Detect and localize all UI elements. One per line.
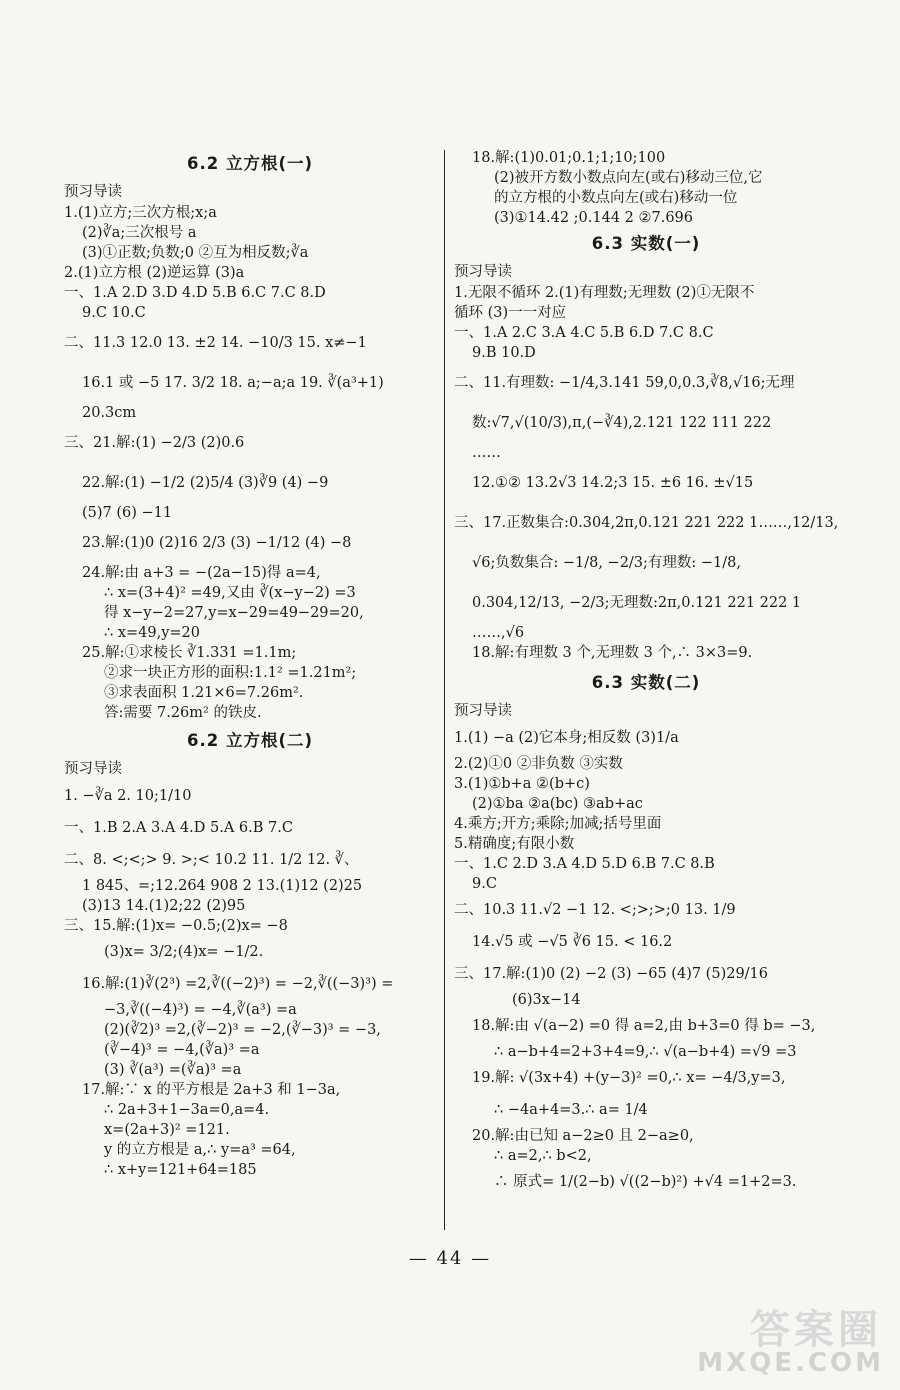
answer-line: ∴ −4a+4=3.∴ a= 1/4 [494,1102,648,1118]
answer-line: 9.B 10.D [472,345,536,361]
answer-line: …… [472,445,501,461]
answer-line: 数:√7,√(10/3),π,(−∛4),2.121 122 111 222 [472,415,772,431]
answer-line: (∛−4)³ = −4,(∛a)³ =a [104,1042,260,1058]
answer-line: 4.乘方;开方;乘除;加减;括号里面 [454,816,662,832]
answer-line: 三、17.正数集合:0.304,2π,0.121 221 222 1……,12/13, [454,515,839,531]
answer-line: 25.解:①求棱长 ∛1.331 =1.1m; [82,645,297,661]
answer-line: 1. −∛a 2. 10;1/10 [64,788,192,804]
answer-line: √6;负数集合: −1/8, −2/3;有理数: −1/8, [472,555,742,571]
answer-line: 5.精确度;有限小数 [454,836,575,852]
answer-line: ∴ x=(3+4)² =49,又由 ∛(x−y−2) =3 [104,585,356,601]
answer-line: 三、15.解:(1)x= −0.5;(2)x= −8 [64,918,288,934]
left-column [64,148,436,1180]
section-subtitle: 预习导读 [454,264,512,280]
watermark-url: MXQE.COM [697,1348,884,1378]
answer-line: (3)13 14.(1)2;22 (2)95 [82,898,246,914]
section-title-cube-root-1: 6.2 立方根(一) [186,154,314,173]
answer-line: (2)①ba ②a(bc) ③ab+ac [472,796,643,812]
answer-line: 三、17.解:(1)0 (2) −2 (3) −65 (4)7 (5)29/16 [454,966,769,982]
answer-line: 循环 (3)一一对应 [454,305,567,321]
right-column [454,148,838,1198]
answer-line: (6)3x−14 [512,992,581,1008]
answer-line: ∴ a=2,∴ b<2, [494,1148,592,1164]
answer-line: 1 845、=;12.264 908 2 13.(1)12 (2)25 [82,878,363,894]
answer-line: y 的立方根是 a,∴ y=a³ =64, [104,1142,296,1158]
answer-line: 答:需要 7.26m² 的铁皮. [104,705,262,721]
answer-line: 0.304,12/13, −2/3;无理数:2π,0.121 221 222 1 [472,595,802,611]
answer-line: ∴ x=49,y=20 [104,625,201,641]
page-number: — 44 — [408,1248,492,1269]
answer-line: ②求一块正方形的面积:1.1² =1.21m²; [104,665,357,681]
answer-line: 18.解:由 √(a−2) =0 得 a=2,由 b+3=0 得 b= −3, [472,1018,816,1034]
answer-line: 二、8. <;<;> 9. >;< 10.2 11. 1/2 12. ∛、 [64,852,359,868]
answer-line: ∴ 2a+3+1−3a=0,a=4. [104,1102,270,1118]
answer-line: 24.解:由 a+3 = −(2a−15)得 a=4, [82,565,321,581]
answer-line: −3,∛((−4)³) = −4,∛(a³) =a [104,1002,297,1018]
answer-line: 9.C [472,876,497,892]
watermark-text: 答案圈 [750,1307,882,1353]
section-title-real-numbers-2: 6.3 实数(二) [591,673,701,692]
answer-line: (3)①正数;负数;0 ②互为相反数;∛a [82,245,309,261]
section-title-real-numbers-1: 6.3 实数(一) [591,234,701,253]
answer-line: 一、1.B 2.A 3.A 4.D 5.A 6.B 7.C [64,820,293,836]
answer-line: 1.(1)立方;三次方根;x;a [64,205,217,221]
answer-line: 18.解:(1)0.01;0.1;1;10;100 [472,150,666,166]
answer-line: 2.(2)①0 ②非负数 ③实数 [454,756,623,772]
answer-line: ……,√6 [472,625,525,641]
section-subtitle: 预习导读 [64,761,122,777]
watermark-logo [696,1298,886,1378]
answer-line: 二、10.3 11.√2 −1 12. <;>;>;0 13. 1/9 [454,902,736,918]
answer-line: (2)∛a;三次根号 a [82,225,197,241]
answer-line: (3) ∛(a³) =(∛a)³ =a [104,1062,242,1078]
answer-line: 一、1.C 2.D 3.A 4.D 5.D 6.B 7.C 8.B [454,856,715,872]
answer-line: 18.解:有理数 3 个,无理数 3 个,∴ 3×3=9. [472,645,753,661]
answer-line: 一、1.A 2.D 3.D 4.D 5.B 6.C 7.C 8.D [64,285,326,301]
answer-line: (2)被开方数小数点向左(或右)移动三位,它 [494,170,763,186]
section-title-cube-root-2: 6.2 立方根(二) [186,731,314,750]
answer-line: 2.(1)立方根 (2)逆运算 (3)a [64,265,245,281]
answer-line: 12.①② 13.2√3 14.2;3 15. ±6 16. ±√15 [472,475,754,491]
answer-line: ∴ x+y=121+64=185 [104,1162,257,1178]
answer-line: (3)①14.42 ;0.144 2 ②7.696 [494,210,694,226]
answer-line: 二、11.有理数: −1/4,3.141 59,0,0.3,∛8,√16;无理 [454,375,795,391]
answer-line: 9.C 10.C [82,305,146,321]
answer-line: ∴ a−b+4=2+3+4=9,∴ √(a−b+4) =√9 =3 [494,1044,797,1060]
answer-line: 19.解: √(3x+4) +(y−3)² =0,∴ x= −4/3,y=3, [472,1070,786,1086]
answer-line: 得 x−y−2=27,y=x−29=49−29=20, [104,605,364,621]
answer-line: 20.解:由已知 a−2≥0 且 2−a≥0, [472,1128,694,1144]
section-subtitle: 预习导读 [454,703,512,719]
answer-line: 二、11.3 12.0 13. ±2 14. −10/3 15. x≠−1 [64,335,367,351]
answer-line: 1.无限不循环 2.(1)有理数;无理数 (2)①无限不 [454,285,755,301]
answer-line: 一、1.A 2.C 3.A 4.C 5.B 6.D 7.C 8.C [454,325,714,341]
answer-line: 1.(1) −a (2)它本身;相反数 (3)1/a [454,730,679,746]
answer-line: 16.1 或 −5 17. 3/2 18. a;−a;a 19. ∛(a³+1) [82,375,384,391]
answer-line: 的立方根的小数点向左(或右)移动一位 [494,190,738,206]
answer-line: (2)(∛2)³ =2,(∛−2)³ = −2,(∛−3)³ = −3, [104,1022,381,1038]
answer-line: 20.3cm [82,405,137,421]
answer-line: (5)7 (6) −11 [82,505,173,521]
answer-line: ③求表面积 1.21×6=7.26m². [104,685,304,701]
answer-line: 3.(1)①b+a ②(b+c) [454,776,590,792]
answer-line: x=(2a+3)² =121. [104,1122,230,1138]
answer-line: ∴ 原式= 1/(2−b) √((2−b)²) +√4 =1+2=3. [494,1174,797,1190]
answer-line: 22.解:(1) −1/2 (2)5/4 (3)∛9 (4) −9 [82,475,329,491]
column-divider [444,150,445,1230]
answer-line: 16.解:(1)∛(2³) =2,∛((−2)³) = −2,∛((−3)³) = [82,976,394,992]
answer-line: 三、21.解:(1) −2/3 (2)0.6 [64,435,245,451]
answer-line: 17.解:∵ x 的平方根是 2a+3 和 1−3a, [82,1082,341,1098]
section-subtitle: 预习导读 [64,184,122,200]
answer-line: 14.√5 或 −√5 ∛6 15. < 16.2 [472,934,673,950]
answer-line: 23.解:(1)0 (2)16 2/3 (3) −1/12 (4) −8 [82,535,352,551]
answer-line: (3)x= 3/2;(4)x= −1/2. [104,944,264,960]
